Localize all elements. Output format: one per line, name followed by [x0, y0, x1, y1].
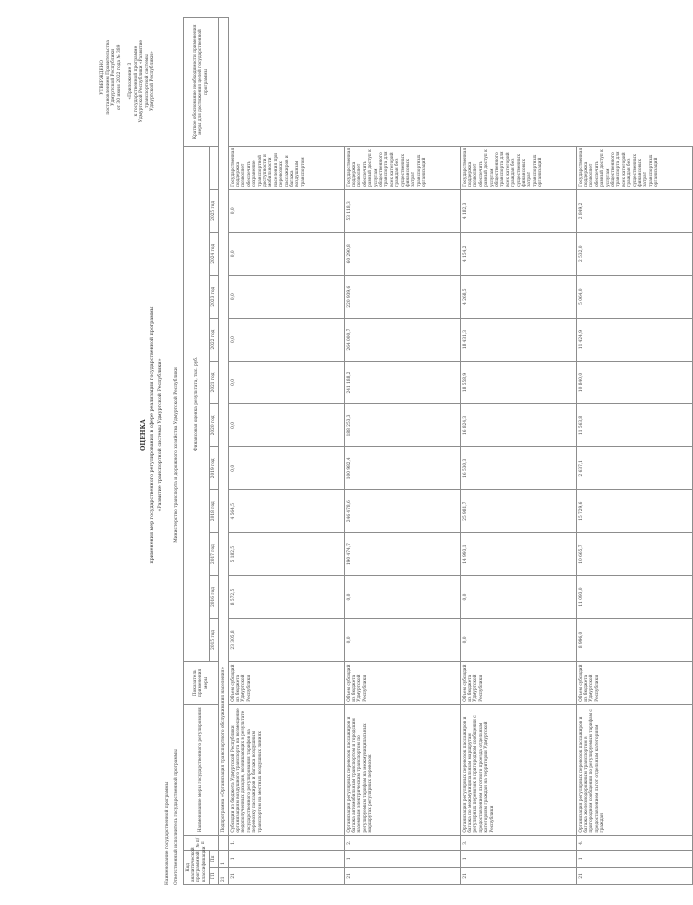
- row-value: 0,0: [229, 447, 345, 490]
- row-value: 0,0: [229, 318, 345, 361]
- row-indicator: Объем субсидий из бюджета Удмуртской Республики: [461, 661, 577, 704]
- row-value: 220 939,6: [345, 275, 461, 318]
- header-num: № п/п: [184, 835, 219, 850]
- row-rationale: Государственная поддержка позволяет обеспечить равный доступ к услугам общественного транспорта для всех категорий граждан без существенных финансовых затрат транспортных организаций: [345, 146, 461, 189]
- row-measure: Организация регулярных перевозок пассажиров и багажа автомобильным транспортом и городским наземным электрическим транспортом по регулируемым тарифам на межмуниципальных маршрутах регулярных перевозок: [345, 704, 461, 835]
- row-value: 18 558,9: [461, 361, 577, 404]
- empty-cell: [219, 835, 229, 850]
- header-year: 2020 год: [209, 404, 218, 447]
- table-row: [229, 18, 345, 885]
- row-value: 15 729,6: [577, 490, 693, 533]
- row-value: 0,0: [461, 576, 577, 619]
- header-rationale: Краткое обоснование необходимости применения меры для достижения целей государственной программы: [184, 18, 219, 147]
- header-year: 2017 год: [209, 533, 218, 576]
- header-year: 2023 год: [209, 275, 218, 318]
- program-name: «Развитие транспортной системы Удмуртской Республики»: [158, 358, 163, 512]
- row-value: 14 993,1: [461, 533, 577, 576]
- row-pp: 1: [577, 850, 693, 867]
- row-value: 5 182,5: [229, 533, 345, 576]
- row-gp: 21: [229, 867, 345, 884]
- approval-line: Удмуртской Республики: [111, 48, 117, 106]
- row-num: 1.: [229, 835, 345, 850]
- approval-line: от 30 июня 2022 года № 389: [116, 44, 122, 111]
- row-value: 8 572,5: [229, 576, 345, 619]
- row-pp: 1: [461, 850, 577, 867]
- row-value: 0,0: [229, 189, 345, 232]
- subprogram-gp: 21: [219, 867, 229, 884]
- row-num: 4.: [577, 835, 693, 850]
- row-value: 100 982,4: [345, 447, 461, 490]
- row-value: 11 563,8: [577, 404, 693, 447]
- row-value: 0,0: [229, 275, 345, 318]
- row-measure: Организация регулярных перевозок пассажиров и багажа железнодорожным транспортом в пригородном сообщении по регулируемым тарифам с предоставлением льгот отдельным категориям граждан: [577, 704, 693, 835]
- subprogram-title: Подпрограмма «Организация транспортного обслуживания населения»: [219, 18, 229, 836]
- approval-line: постановлением Правительства: [105, 40, 111, 115]
- row-value: 190 474,7: [345, 533, 461, 576]
- header-code: Код аналитической программной классификации: [184, 850, 210, 884]
- row-value: 8 996,0: [577, 618, 693, 661]
- table-row: [461, 18, 577, 885]
- header-code-gp: ГП: [209, 867, 218, 884]
- header-year: 2016 год: [209, 576, 218, 619]
- row-value: 60 290,8: [345, 232, 461, 275]
- row-value: 25 981,7: [461, 490, 577, 533]
- row-rationale: Государственная поддержка позволяет обеспечить равный доступ к услугам общественного транспорта для всех категорий граждан без существенных финансовых затрат транспортных организаций: [461, 146, 577, 189]
- row-value: 0,0: [345, 618, 461, 661]
- row-indicator: Объем субсидий из бюджета Удмуртской Республики: [577, 661, 693, 704]
- row-measure: Субсидии из бюджета Удмуртской Республики организациям воздушного транспорта на возмещение недополученных доходов, возникающих в результате государственного регулирования тарифов на перевозку пассажиров и багажа воздушным транспортом на местных воздушных линиях: [229, 704, 345, 835]
- row-value: 23 305,8: [229, 618, 345, 661]
- approval-stamp: [100, 40, 122, 115]
- appendix-line: к государственной программе: [133, 45, 139, 117]
- program-label: Наименование государственной программы: [165, 781, 170, 885]
- row-value: 0,0: [229, 232, 345, 275]
- appendix-line: транспортной системы: [144, 54, 150, 108]
- header-measure: Наименование меры государственного регулирования: [184, 704, 219, 835]
- row-value: 5 064,0: [577, 275, 693, 318]
- row-value: 2 849,2: [577, 189, 693, 232]
- row-value: 18 431,3: [461, 318, 577, 361]
- header-year: 2021 год: [209, 361, 218, 404]
- row-value: 0,0: [461, 618, 577, 661]
- row-value: 0,0: [345, 576, 461, 619]
- header-year: 2022 год: [209, 318, 218, 361]
- row-value: 11 093,0: [577, 576, 693, 619]
- appendix-line: «Приложение 3: [128, 62, 133, 100]
- table-row: [345, 18, 461, 885]
- header-year: 2018 год: [209, 490, 218, 533]
- executor-value: Министерство транспорта и дорожного хозяйства Удмуртской Республики: [174, 367, 179, 543]
- row-value: 246 478,6: [345, 490, 461, 533]
- row-gp: 21: [461, 867, 577, 884]
- row-pp: 1: [345, 850, 461, 867]
- header-year: [209, 146, 218, 189]
- row-gp: 21: [345, 867, 461, 884]
- row-value: 11 424,9: [577, 318, 693, 361]
- subprogram-pp: 1: [219, 850, 229, 867]
- table-row: [577, 18, 693, 885]
- row-value: 53 118,3: [345, 189, 461, 232]
- row-value: 264 000,7: [345, 318, 461, 361]
- regulation-table: [183, 17, 693, 885]
- row-value: 4 182,3: [461, 189, 577, 232]
- row-num: 3.: [461, 835, 577, 850]
- row-gp: 21: [577, 867, 693, 884]
- header-year: 2024 год: [209, 232, 218, 275]
- header-year: 2019 год: [209, 447, 218, 490]
- row-value: 4 564,5: [229, 490, 345, 533]
- appendix-note: [128, 40, 156, 122]
- document-subtitle: применения мер государственного регулирования в сфере реализации государственной программы: [150, 306, 155, 564]
- header-indicator: Показатель применения меры: [184, 661, 219, 704]
- row-value: 10 665,7: [577, 533, 693, 576]
- row-rationale: Государственная поддержка позволяет обеспечить равный доступ к услугам общественного транспорта для всех категорий граждан без существенных финансовых затрат транспортных организаций: [577, 146, 693, 189]
- appendix-line: Удмуртской Республики «Развитие: [139, 40, 145, 123]
- row-value: 16 530,3: [461, 447, 577, 490]
- row-pp: 1: [229, 850, 345, 867]
- appendix-line: Удмуртской Республики»: [150, 51, 156, 111]
- row-value: 241 188,2: [345, 361, 461, 404]
- row-measure: Организация регулярных перевозок пассажиров и багажа по межмуниципальным маршрутам регулярных перевозок в пригородном сообщении с предоставлением льготного проезда отдельным категориям граждан на территории Удмуртской Республики: [461, 704, 577, 835]
- executor-label: Ответственный исполнитель государственной программы: [174, 749, 179, 885]
- row-value: 4 268,5: [461, 275, 577, 318]
- header-finance: Финансовая оценка результата, тыс. руб.: [184, 146, 210, 661]
- row-rationale: Государственная поддержка позволяет обеспечить сохранение транспортной доступности и мобильности населения при перевозках пассажиров и багажа воздушным транспортом: [229, 146, 345, 189]
- header-code-pp: Пп: [209, 850, 218, 867]
- row-indicator: Объем субсидий из бюджета Удмуртской Республики: [229, 661, 345, 704]
- header-year: 2025 год: [209, 189, 218, 232]
- row-value: 188 253,3: [345, 404, 461, 447]
- approval-line: УТВЕРЖДЕНО: [100, 60, 105, 95]
- document-heading: ОЦЕНКА: [140, 419, 147, 451]
- row-value: 2 637,1: [577, 447, 693, 490]
- row-value: 0,0: [229, 404, 345, 447]
- row-value: 10 840,0: [577, 361, 693, 404]
- row-value: 2 532,0: [577, 232, 693, 275]
- row-num: 2.: [345, 835, 461, 850]
- header-year: 2015 год: [209, 618, 218, 661]
- row-value: 0,0: [229, 361, 345, 404]
- row-value: 16 824,3: [461, 404, 577, 447]
- row-indicator: Объем субсидий из бюджета Удмуртской Республики: [345, 661, 461, 704]
- row-value: 4 154,2: [461, 232, 577, 275]
